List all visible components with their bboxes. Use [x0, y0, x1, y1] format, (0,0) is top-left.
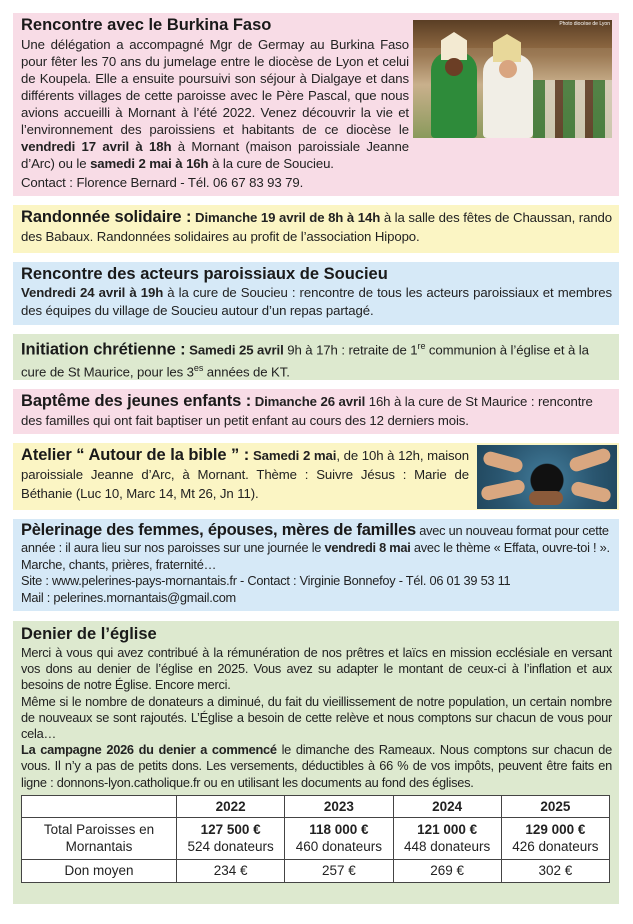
amount-value: 121 000 €: [417, 822, 478, 838]
rando-title: Randonnée solidaire :: [21, 208, 192, 226]
initiation-section: Initiation chrétienne : Samedi 25 avril 9h à 17h : retraite de 1re communion à l’église et à la cure de St Maurice, pour les $3^{es}$ années de KT.: [13, 334, 619, 380]
hands-on-bible-photo: [477, 445, 617, 509]
denier-section: Denier de l’église Merci à vous qui avez contribué à la rémunération de nos prêtres et laïcs en mission ecclésiale en versant vos dons au denier de l’église en 2025. Vous avez su adapter le montant de ceux-ci à l’inflation et aux besoins de notre Église. Encore merci. Même si le nombre de donateurs a diminué, du fait du vieillissement de notre population, un certain nombre de nouveaux se sont rajoutés. L’Église a besoin de cette relève et nous comptons sur chacun de vous pour cela… La campagne 2026 du denier a commencé le dimanche des Rameaux. Nous comptons sur chacun de vous. Il n’y a pas de petits dons. Les versements, déductibles à 66 % de vos impôts, peuvent être faits en ligne : donnons-lyon.catholique.fr ou en utilisant les documents au fond des églises. 2022 2023 2024 2025 Total Paroisses en Mornantais 127 500 € 524 donateurs 118 000 € 460 donateurs 121 000 € 448 donateurs 129 000 € 426 donateurs Don moyen 234 € 257 € 269 € 302 €: [13, 621, 619, 904]
donor-count: 460 donateurs: [295, 839, 383, 855]
year-cell: 2024: [393, 795, 501, 817]
bapteme-date: Dimanche 26 avril: [254, 394, 366, 409]
donor-count: 448 donateurs: [403, 839, 491, 855]
pelerinage-section: Pèlerinage des femmes, épouses, mères de familles avec un nouveau format pour cette année : il aura lieu sur nos paroisses sur une journée le vendredi 8 mai avec le thème « Effata, ouvre-toi ! ». Marche, chants, prières, fraternité… Site : www.pelerines-pays-mornantais.fr - Contact : Virginie Bonnefoy - Tél. 06 01 39 53 11 Mail : pelerines.mornantais@gmail.com: [13, 519, 619, 611]
burkina-contact: Contact : Florence Bernard - Tél. 06 67 83 93 79.: [21, 175, 304, 190]
burkina-delegation-photo: [413, 20, 612, 138]
amount-value: 127 500 €: [200, 822, 261, 838]
average-value: 257 €: [285, 859, 393, 882]
denier-table: [21, 795, 610, 883]
burkina-date1: vendredi 17 avril à 18h: [21, 139, 172, 154]
acteurs-title: Rencontre des acteurs paroissiaux de Soucieu: [21, 265, 388, 283]
table-row: [22, 817, 610, 859]
denier-p1: Merci à vous qui avez contribué à la rémunération de nos prêtres et laïcs en mission ecclésiale en versant vos dons au denier de l’église en 2025. Vous avez su adapter le montant de ceux-ci à l’inflation et aux besoins de notre Église. Encore merci.: [21, 645, 612, 693]
acteurs-section: Rencontre des acteurs paroissiaux de Soucieu Vendredi 24 avril à 19h à la cure de Soucieu : rencontre de tous les acteurs paroissiaux et membres des équipes du village de Soucieu autour d’un repas partagé.: [13, 262, 619, 325]
average-value: 269 €: [393, 859, 501, 882]
table-row: [22, 859, 610, 882]
pelerinage-date: vendredi 8 mai: [324, 539, 411, 555]
donor-count: 426 donateurs: [512, 839, 599, 855]
donor-count: 524 donateurs: [187, 839, 274, 855]
year-cell: 2022: [177, 795, 285, 817]
amount-value: 129 000 €: [525, 822, 586, 838]
burkina-text: Une délégation a accompagné Mgr de Germay au Burkina Faso pour fêter les 70 ans du jumelage entre le diocèse de Lyon et celui de Koupela. Elle a ensuite poursuivi son séjour à Dialgaye et dans différents villages de cette paroisse avec le Père Pascal, que nous avions accueilli à Mornant à l’été 2022. Venez découvrir la vie et l’environnement des paroissiens et habitants de ce diocèse le vendredi 17 avril à 18h à Mornant (maison paroissiale Jeanne d’Arc) ou le samedi 2 mai à 16h à la cure de Soucieu.: [21, 37, 409, 171]
average-value: 302 €: [501, 859, 609, 882]
denier-campaign: La campagne 2026 du denier a commencé: [21, 742, 277, 758]
year-cell: 2025: [501, 795, 609, 817]
row-label-total: Total Paroisses en Mornantais: [22, 817, 177, 859]
burkina-date2: samedi 2 mai à 16h: [90, 156, 209, 171]
initiation-title: Initiation chrétienne :: [21, 340, 186, 359]
pelerinage-mail: Mail : pelerines.mornantais@gmail.com: [21, 590, 236, 606]
table-header-row: [22, 795, 610, 817]
acteurs-date: Vendredi 24 avril à 19h: [21, 285, 164, 300]
year-cell: 2023: [285, 795, 393, 817]
bapteme-section: Baptême des jeunes enfants : Dimanche 26 avril 16h à la cure de St Maurice : rencontre des familles qui ont fait baptiser un petit enfant au cours des 12 derniers mois.: [13, 389, 619, 434]
burkina-title: Rencontre avec le Burkina Faso: [21, 16, 272, 34]
bible-title: Atelier “ Autour de la bible ” :: [21, 446, 250, 464]
amount-value: 118 000 €: [309, 822, 369, 838]
bapteme-title: Baptême des jeunes enfants :: [21, 392, 252, 410]
pelerinage-site: Site : www.pelerines-pays-mornantais.fr - Contact : Virginie Bonnefoy - Tél. 06 01 39 53 11: [21, 573, 511, 589]
denier-p2: Même si le nombre de donateurs a diminué, du fait du vieillissement de notre population, un certain nombre de nouveaux se sont rajoutés. L’Église a besoin de cette relève et nous comptons sur chacun de vous pour cela…: [21, 693, 612, 742]
burkina-section: [13, 13, 619, 196]
average-value: 234 €: [177, 859, 285, 882]
bible-date: Samedi 2 mai: [252, 448, 337, 463]
initiation-date: Samedi 25 avril: [189, 342, 284, 358]
rando-section: Randonnée solidaire : Dimanche 19 avril de 8h à 14h à la salle des fêtes de Chaussan, rando des Babaux. Randonnées solidaires au profit de l’association Hipopo.: [13, 205, 619, 253]
row-label-average: Don moyen: [22, 859, 177, 882]
denier-title: Denier de l’église: [21, 625, 157, 643]
rando-date: Dimanche 19 avril de 8h à 14h: [195, 210, 381, 225]
pelerinage-title: Pèlerinage des femmes, épouses, mères de familles: [21, 521, 416, 539]
bible-section: Atelier “ Autour de la bible ” : Samedi 2 mai, de 10h à 12h, maison paroissiale Jeanne d’Arc, à Mornant. Thème : Suivre Jésus : Marie de Béthanie (Luc 10, Marc 14, Mt 26, Jn 11).: [13, 443, 619, 510]
photo-credit: Photo diocèse de Lyon: [559, 21, 610, 27]
